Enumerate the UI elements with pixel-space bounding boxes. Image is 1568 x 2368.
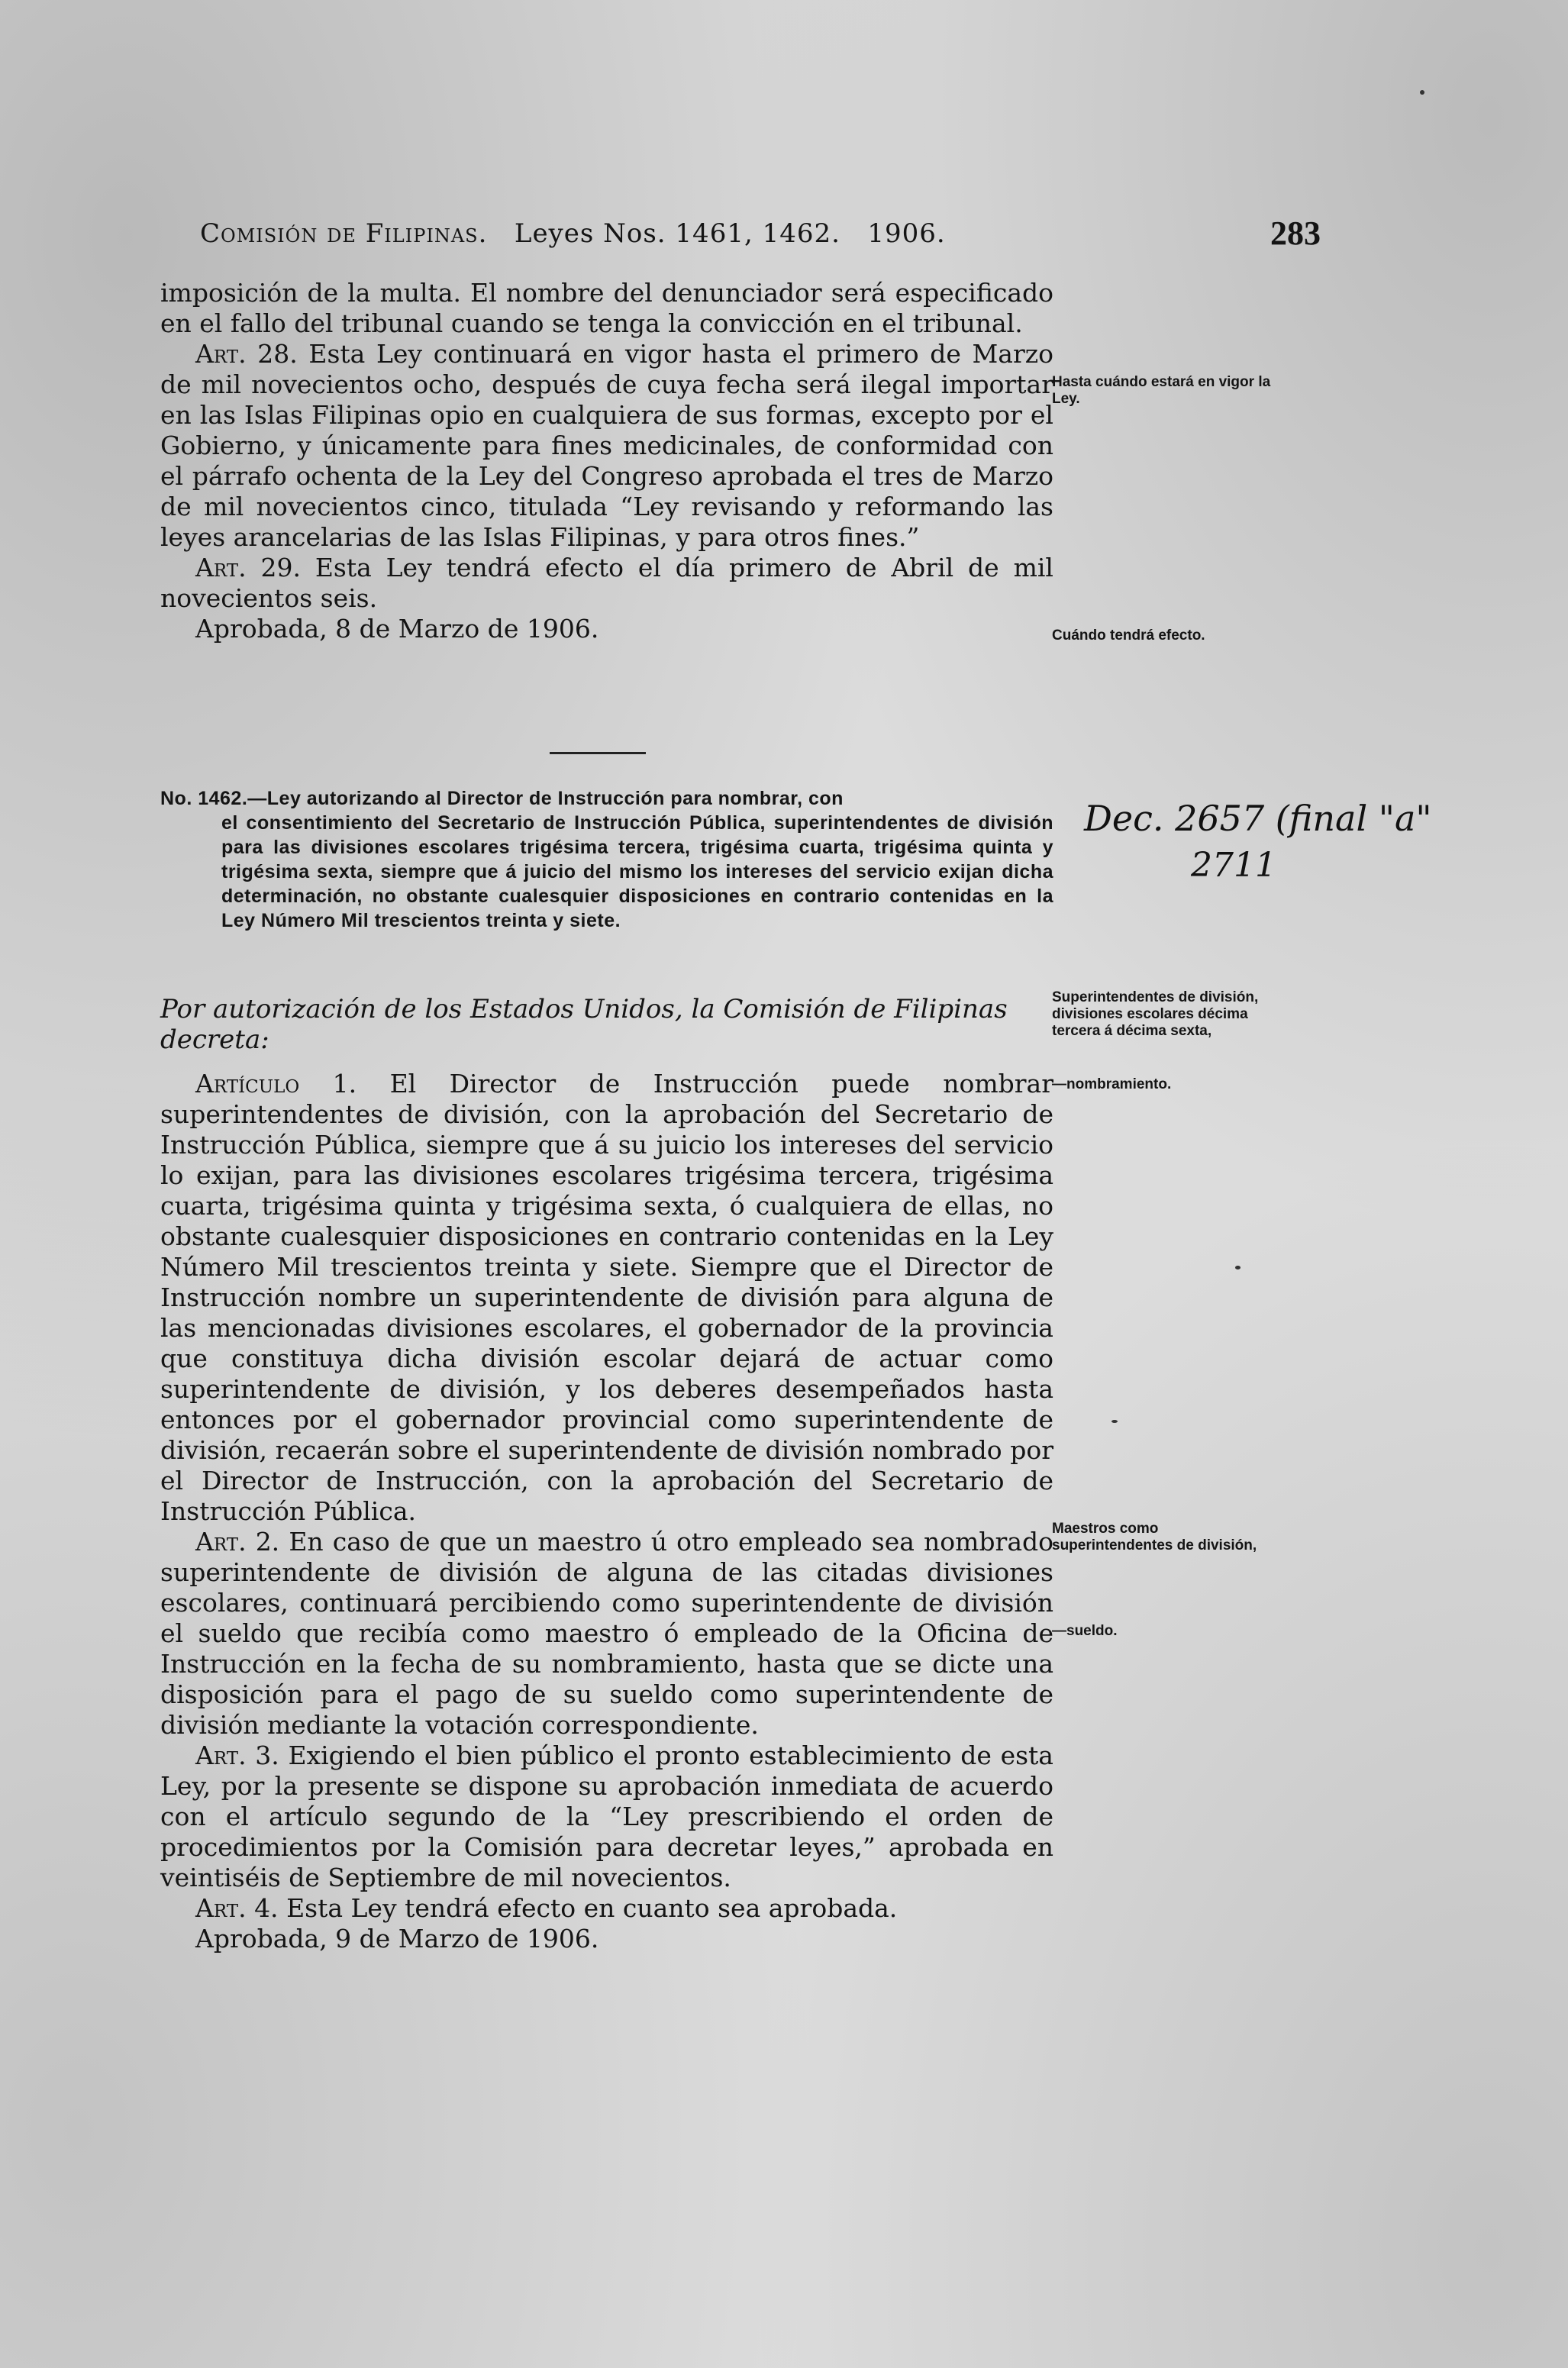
article-1-text: El Director de Instrucción puede nombrar superintendentes de división, con la aprobación del Secretario de Instrucción Pública, siempre que á su juicio los intereses del servicio lo exijan, para las divisiones escolares trigésima tercera, trigésima cuarta, trigésima quinta y trigésima sexta, ó cualquiera de ellas, no obstante cualesquier disposiciones en contrario contenidas en la Ley Número Mil trescientos treinta y siete. Siempre que el Director de Instrucción nombre un superintendente de división para alguna de las mencionadas divisiones escolares, el gobernador de la provincia que constituya dicha división escolar dejará de actuar como superintendente de división, y los deberes desempeñados hasta entonces por el gobernador provincial como superintendente de división, recaerán sobre el superintendente de división nombrado por el Director de Instrucción, con la aprobación del Secretario de Instrucción Pública. (160, 1069, 1053, 1526)
margin-note-when-effect: Cuándo tendrá efecto. (1052, 627, 1205, 644)
scan-speck (1235, 1266, 1241, 1269)
handwritten-annotation (1076, 786, 1534, 893)
article-2-label: Art. 2. (195, 1527, 280, 1557)
article-29-label: Art. 29. (195, 553, 301, 582)
handwritten-line-1: Dec. 2657 (final "a" (1084, 798, 1432, 839)
margin-note-appointment: —nombramiento. (1052, 1076, 1172, 1092)
header-year: 1906. (867, 218, 946, 249)
article-3 (160, 1741, 1053, 1893)
page-number: 283 (1270, 215, 1321, 252)
margin-note-salary: —sueldo. (1052, 1623, 1118, 1639)
fine-paragraph: imposición de la multa. El nombre del denunciador será especificado en el fallo del tribunal cuando se tenga la convicción en el tribunal. (160, 278, 1053, 338)
scan-speck (1111, 1420, 1118, 1423)
margin-note-teachers: Maestros como superintendentes de división, (1052, 1521, 1257, 1553)
header-laws: Leyes Nos. 1461, 1462. (514, 218, 840, 249)
handwritten-line-2: 2711 (1191, 846, 1276, 885)
law-1462-body (160, 1069, 1053, 1954)
article-29 (160, 553, 1053, 614)
article-28-label: Art. 28. (195, 339, 298, 369)
scan-speck (1420, 90, 1424, 95)
article-4-text: Esta Ley tendrá efecto en cuanto sea aprobada. (286, 1893, 898, 1923)
law-1461-tail (160, 278, 1053, 644)
article-4-label: Art. 4. (195, 1893, 279, 1923)
approval-date-1461: Aprobada, 8 de Marzo de 1906. (195, 614, 599, 644)
article-3-text: Exigiendo el bien público el pronto establecimiento de esta Ley, por la presente se dispone su aprobación inmediata de acuerdo con el artículo segundo de la “Ley prescribiendo el orden de procedimientos por la Comisión para decretar leyes,” aprobada en veintiséis de Septiembre de mil novecientos. (160, 1741, 1053, 1892)
article-2 (160, 1527, 1053, 1741)
section-divider (550, 752, 646, 754)
article-2-text: En caso de que un maestro ú otro empleado sea nombrado superintendente de división de alguna de las citadas divisiones escolares, continuará percibiendo como superintendente de división el sueldo que recibía como maestro ó empleado de la Oficina de Instrucción en la fecha de su nombramiento, hasta que se dicte una disposición para el pago de su sueldo como superintendente de división mediante la votación correspondiente. (160, 1527, 1053, 1740)
decree-clause: Por autorización de los Estados Unidos, la Comisión de Filipinas decreta: (160, 994, 1008, 1055)
margin-note-superintendents: Superintendentes de división, divisiones escolares décima tercera á décima sexta, (1052, 989, 1259, 1039)
article-28-text: Esta Ley continuará en vigor hasta el primero de Marzo de mil novecientos ocho, después de cuya fecha será ilegal importar en las Islas Filipinas opio en cualquiera de sus formas, excepto por el Gobierno, y únicamente para fines medicinales, de conformidad con el párrafo ochenta de la Ley del Congreso aprobada el tres de Marzo de mil novecientos cinco, titulada “Ley revisando y reformando las leyes arancelarias de las Islas Filipinas, y para otros fines.” (160, 339, 1054, 552)
law-1462-summary-rest: el consentimiento del Secretario de Instrucción Pública, superintendentes de división para las divisiones escolares trigésima tercera, trigésima cuarta, trigésima quinta y trigésima sexta, siempre que á juicio del mismo los intereses del servicio exijan dicha determinación, no obstante cualesquier disposiciones en contrario contenidas en la Ley Número Mil trescientos treinta y siete. (221, 812, 1053, 931)
running-head (200, 218, 1322, 249)
article-3-label: Art. 3. (195, 1741, 279, 1770)
margin-note-until-when: Hasta cuándo estará en vigor la Ley. (1052, 374, 1271, 407)
article-29-text: Esta Ley tendrá efecto el día primero de Abril de mil novecientos seis. (160, 553, 1053, 613)
law-1462-summary-first-line: No. 1462.—Ley autorizando al Director de Instrucción para nombrar, con (160, 788, 844, 809)
article-28 (160, 339, 1053, 553)
header-title: Comisión de Filipinas. (200, 218, 488, 249)
approval-date-1462: Aprobada, 9 de Marzo de 1906. (195, 1924, 599, 1953)
article-1 (160, 1069, 1053, 1527)
article-4 (160, 1893, 1053, 1924)
article-1-label: Artículo 1. (195, 1069, 357, 1099)
law-1462-summary (160, 786, 1053, 933)
